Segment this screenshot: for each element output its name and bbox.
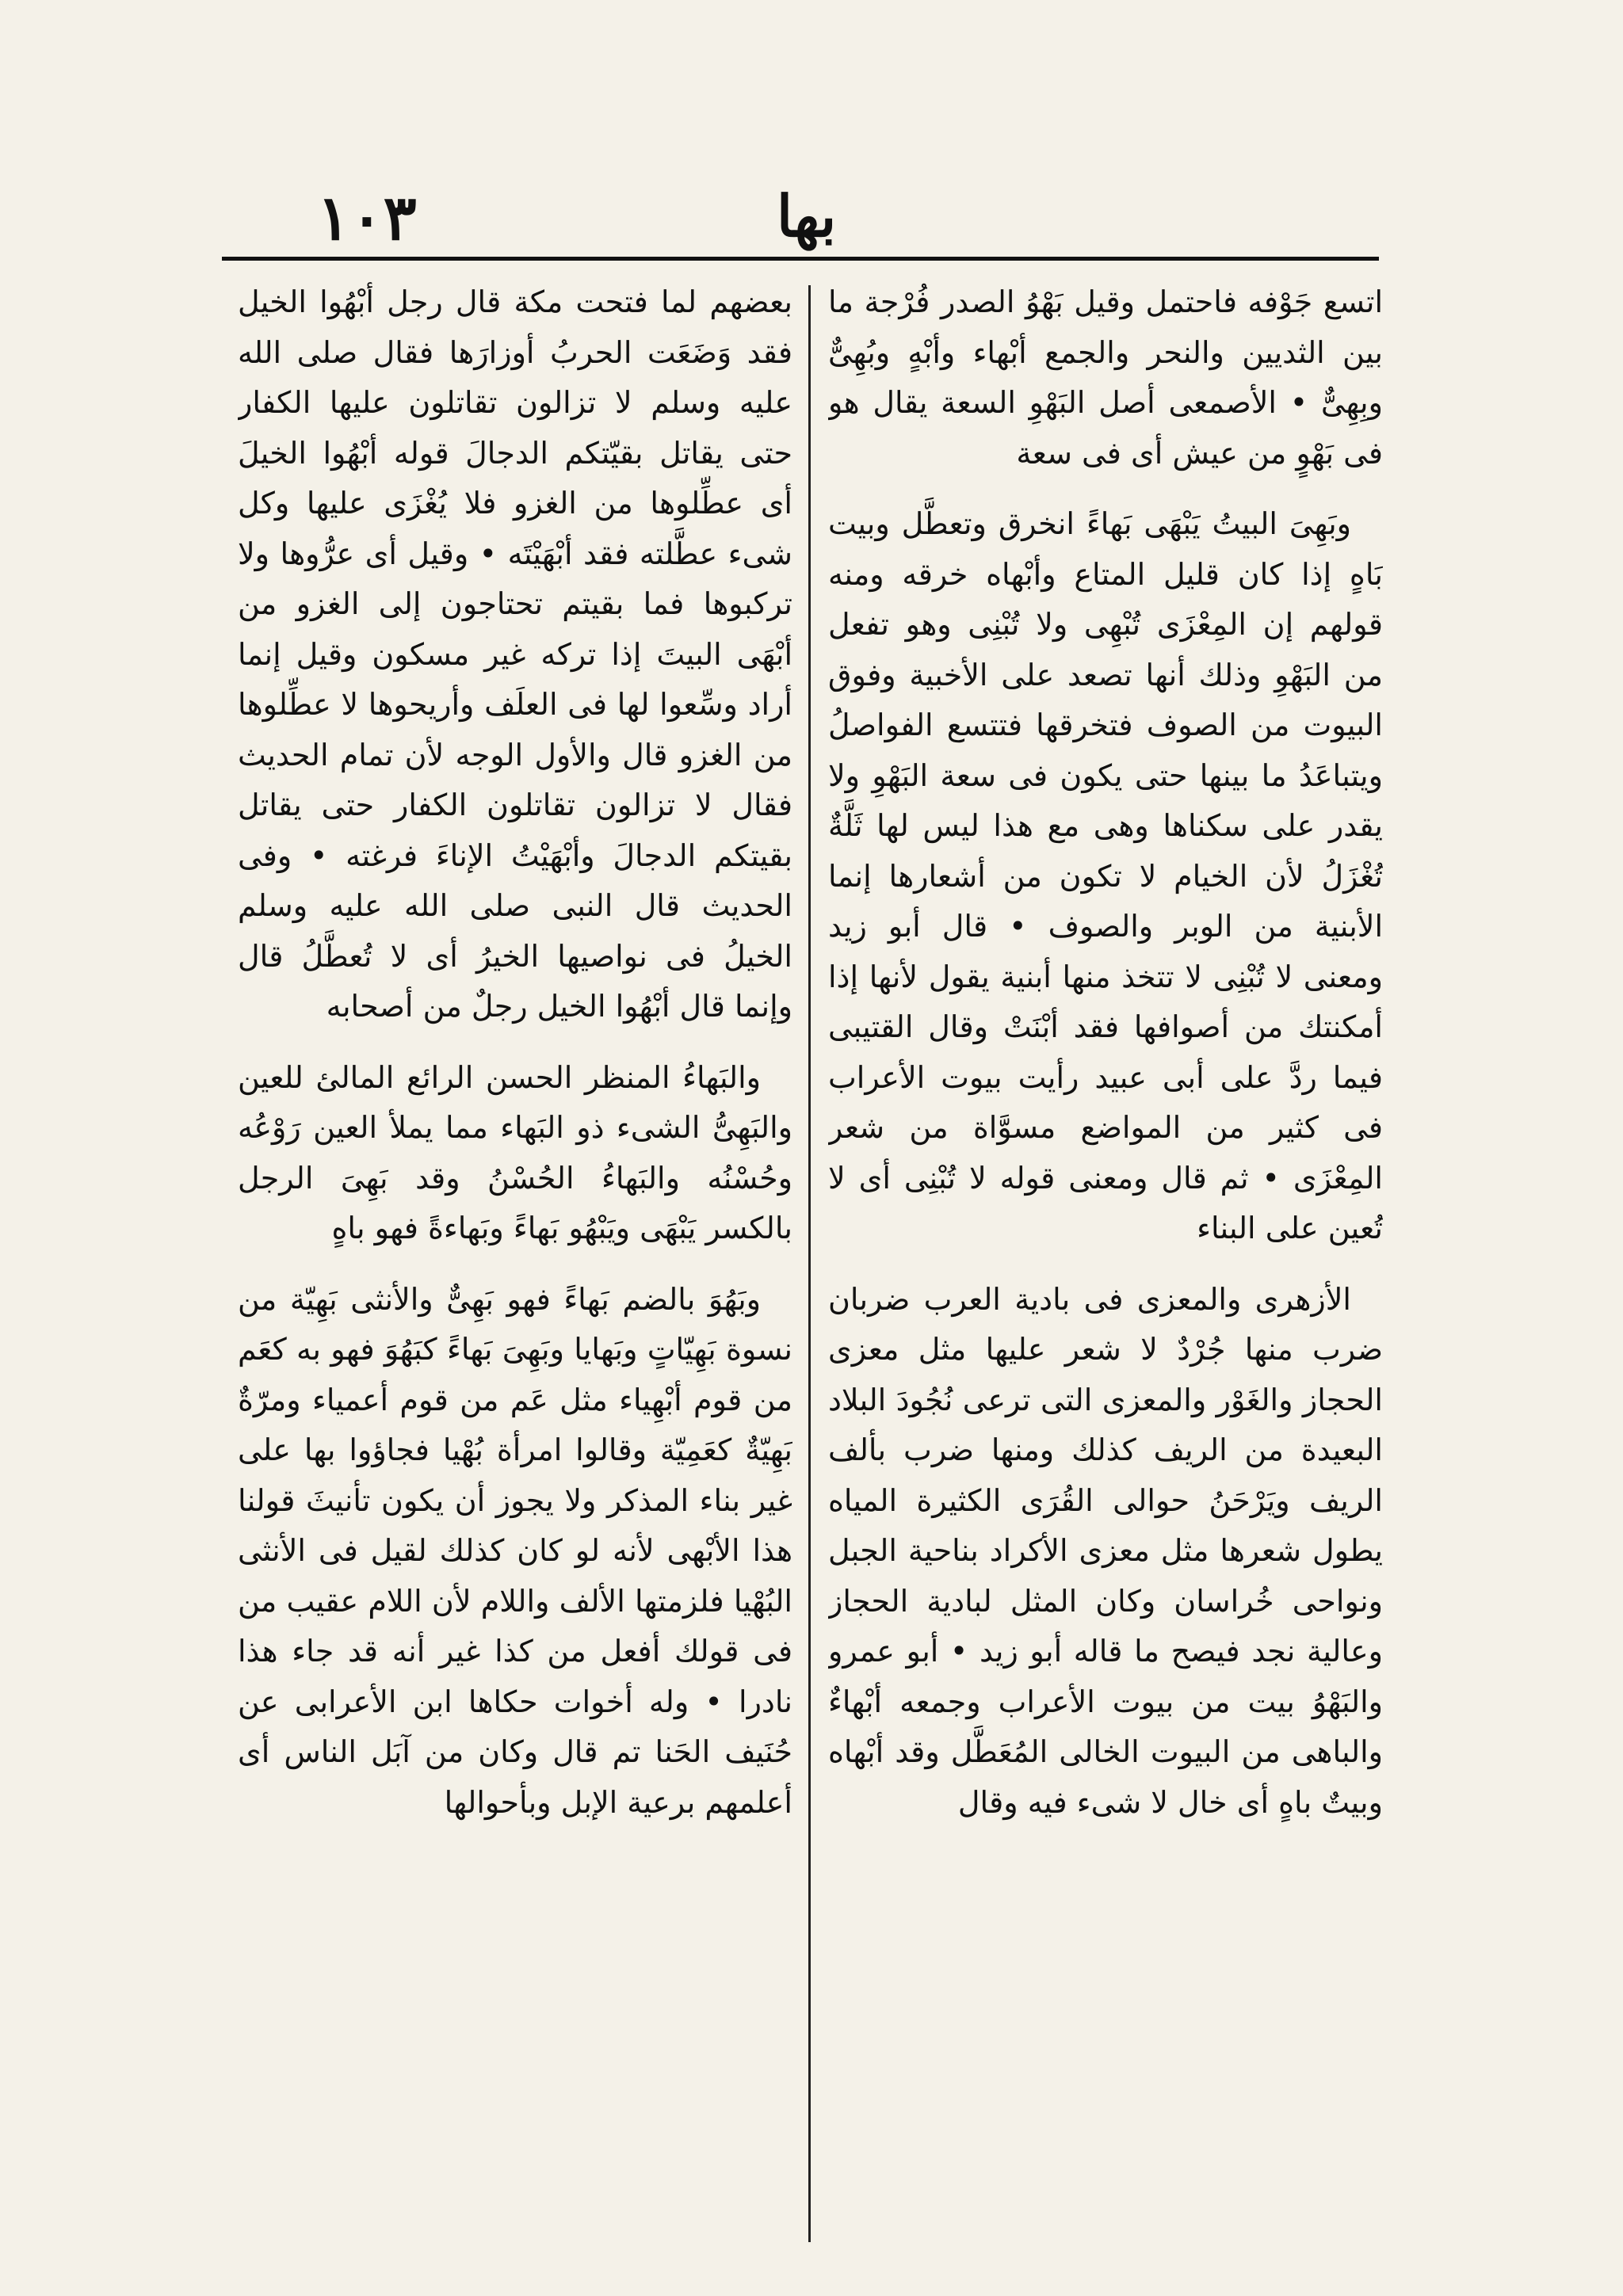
paragraph: وبَهِىَ البيتُ يَبْهَى بَهاءً انخرق وتعطَّل وبيت بَاهٍ إذا كان قليل المتاع وأبْهاه خرقه ومنه قولهم إن المِعْزَى تُبْهِى ولا تُبْنِى وهو تفعل من البَهْوِ وذلك أنها تصعد على الأخبية وفوق البيوت من الصوف فتخرقها فتتسع الفواصلُ ويتباعَدُ ما بينها حتى يكون فى سعة البَهْوِ ولا يقدر على سكناها وهى مع هذا ليس لها ثَلَّةٌ تُغْزَلُ لأن الخيام لا تكون من أشعارها إنما الأبنية من الوبر والصوف • قال أبو زيد ومعنى لا تُبْنِى لا تتخذ منها أبنية يقول لأنها إذا أمكنتك من أصوافها فقد أبْنَتْ وقال القتيبى فيما ردَّ على أبى عبيد رأيت بيوت الأعراب فى كثير من المواضع مسوَّاة من شعر المِعْزَى • ثم قال ومعنى قوله لا تُبْنِى أى لا تُعين على البناء (828, 506, 1383, 1245)
running-head: بها (777, 182, 837, 250)
header-rule (222, 257, 1379, 261)
paragraph-separator (828, 493, 1383, 499)
paragraph: وبَهُوَ بالضم بَهاءً فهو بَهِىٌّ والأنثى بَهِيّة من نسوة بَهِيّاتٍ وبَهايا وبَهِىَ بَهاءً كبَهُوَ فهو به كعَم من قوم أبْهِياء مثل عَم من قوم أعمياء ومرّةٌ بَهِيّةٌ كعَمِيّة وقالوا امرأة بُهْيا فجاؤوا بها على غير بناء المذكر ولا يجوز أن يكون تأنيثَ قولنا هذا الأبْهى لأنه لو كان كذلك لقيل فى الأنثى البُهْيا فلزمتها الألف واللام لأن اللام عقيب من فى قولك أفعل من كذا غير أنه قد جاء هذا نادرا • وله أخوات حكاها ابن الأعرابى عن حُنَيف الحَنا تم قال وكان من آبَل الناس أى أعلمهم برعية الإبل وبأحوالها (238, 1281, 792, 1820)
paragraph-separator (828, 1268, 1383, 1275)
paragraph: والبَهاءُ المنظر الحسن الرائع المالئ للعين والبَهِىُّ الشىء ذو البَهاء مما يملأ العين رَوْعُه وحُسْنُه والبَهاءُ الحُسْنُ وقد بَهِىَ الرجل بالكسر يَبْهَى ويَبْهُو بَهاءً وبَهاءةً فهو باهٍ (238, 1059, 792, 1245)
paragraph: اتسع جَوْفه فاحتمل وقيل بَهْوُ الصدر فُرْجة ما بين الثديين والنحر والجمع أبْهاء وأبْهٍ وبُهِىٌّ وبِهِىٌّ • الأصمعى أصل البَهْوِ السعة يقال هو فى بَهْوٍ من عيش أى فى سعة (828, 284, 1383, 471)
right-column (828, 277, 1383, 2242)
page-header (222, 182, 1379, 261)
paragraph: بعضهم لما فتحت مكة قال رجل أبْهُوا الخيل فقد وَضَعَت الحربُ أوزارَها فقال صلى الله عليه وسلم لا تزالون تقاتلون عليها الكفار حتى يقاتل بقيّتكم الدجالَ قوله أبْهُوا الخيلَ أى عطِّلوها من الغزو فلا يُغْزَى عليها وكل شىء عطَّلته فقد أبْهَيْتَه • وقيل أى عرُّوها ولا تركبوها فما بقيتم تحتاجون إلى الغزو من أبْهَى البيتَ إذا تركه غير مسكون وقيل إنما أراد وسِّعوا لها فى العلَف وأريحوها لا عطِّلوها من الغزو قال والأول الوجه لأن تمام الحديث فقال لا تزالون تقاتلون الكفار حتى يقاتل بقيتكم الدجالَ وأبْهَيْتُ الإناءَ فرغته • وفى الحديث قال النبى صلى الله عليه وسلم الخيلُ فى نواصيها الخيرُ أى لا تُعطَّلُ قال وإنما قال أبْهُوا الخيل رجلٌ من أصحابه (238, 284, 792, 1024)
left-column (238, 277, 792, 2242)
column-divider (808, 285, 811, 2242)
paragraph: الأزهرى والمعزى فى بادية العرب ضربان ضرب منها جُرْدٌ لا شعر عليها مثل معزى الحجاز والغَوْر والمعزى التى ترعى نُجُودَ البلاد البعيدة من الريف كذلك ومنها ضرب بألف الريف ويَرْحَنُ حوالى القُرَى الكثيرة المياه يطول شعرها مثل معزى الأكراد بناحية الجبل ونواحى خُراسان وكان المثل لبادية الحجاز وعالية نجد فيصح ما قاله أبو زيد • أبو عمرو والبَهْوُ بيت من بيوت الأعراب وجمعه أبْهاءٌ والباهى من البيوت الخالى المُعَطَّل وقد أبْهاه وبيتٌ باهٍ أى خال لا شىء فيه وقال (828, 1281, 1383, 1820)
paragraph-separator (238, 1268, 792, 1275)
page-number: ١٠٣ (317, 182, 417, 254)
paragraph-separator (238, 1047, 792, 1053)
